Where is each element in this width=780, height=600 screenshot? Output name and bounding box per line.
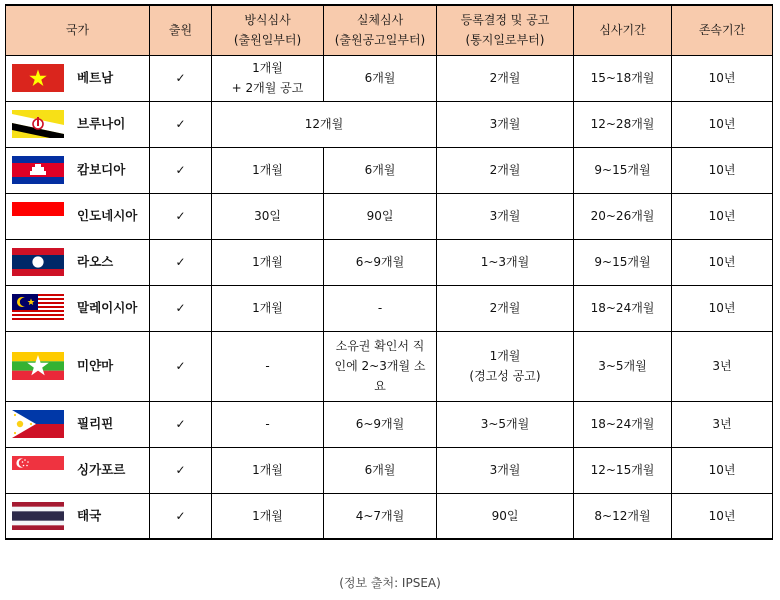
country-name: 브루나이 bbox=[77, 116, 126, 131]
substantive-exam-cell: - bbox=[324, 285, 437, 331]
country-name: 태국 bbox=[77, 507, 102, 523]
duration-cell: 3년 bbox=[672, 401, 773, 447]
exam-period-cell: 9~15개월 bbox=[574, 147, 672, 193]
header-duration: 존속기간 bbox=[672, 5, 773, 55]
thailand-flag-icon bbox=[12, 502, 64, 530]
table-row bbox=[6, 493, 773, 539]
formal-exam-line: 1개월 bbox=[252, 61, 283, 75]
substantive-exam-cell: 6~9개월 bbox=[324, 401, 437, 447]
country-cell bbox=[6, 331, 150, 401]
duration-cell: 10년 bbox=[672, 55, 773, 101]
indonesia-flag-icon bbox=[12, 202, 64, 230]
country-cell bbox=[6, 493, 150, 539]
filing-cell: ✓ bbox=[150, 55, 212, 101]
header-row bbox=[6, 5, 773, 55]
malaysia-flag-icon bbox=[12, 294, 64, 322]
table-row bbox=[6, 331, 773, 401]
header-formal-exam-line-1: 방식심사 bbox=[244, 13, 291, 28]
filing-cell: ✓ bbox=[150, 239, 212, 285]
formal-exam-cell: 1개월 bbox=[212, 239, 324, 285]
header-registration bbox=[437, 5, 574, 55]
duration-cell: 10년 bbox=[672, 239, 773, 285]
registration-line: (경고성 공고) bbox=[469, 369, 541, 383]
singapore-flag-icon bbox=[12, 456, 64, 484]
myanmar-flag-icon bbox=[12, 352, 64, 380]
brunei-flag-icon bbox=[12, 110, 64, 138]
registration-cell: 2개월 bbox=[437, 55, 574, 101]
philippines-flag-icon bbox=[12, 410, 64, 438]
country-name: 필리핀 bbox=[77, 416, 114, 431]
header-registration-line-1: 등록결정 및 공고 bbox=[460, 13, 550, 28]
table-row bbox=[6, 147, 773, 193]
duration-cell: 10년 bbox=[672, 493, 773, 539]
country-name: 싱가포르 bbox=[77, 462, 126, 477]
country-cell bbox=[6, 447, 150, 493]
country-name: 미얀마 bbox=[77, 358, 114, 373]
substantive-exam-line: 소유권 확인서 직 bbox=[335, 339, 425, 353]
country-name: 말레이시아 bbox=[77, 300, 138, 315]
table-row bbox=[6, 55, 773, 101]
substantive-exam-line: 인에 2~3개월 소 bbox=[334, 359, 426, 373]
registration-cell: 2개월 bbox=[437, 147, 574, 193]
header-filing: 출원 bbox=[150, 5, 212, 55]
exam-period-cell: 15~18개월 bbox=[574, 55, 672, 101]
substantive-exam-cell: 90일 bbox=[324, 193, 437, 239]
formal-exam-cell bbox=[212, 55, 324, 101]
header-formal-exam-line-2: (출원일부터) bbox=[233, 33, 302, 48]
table-row bbox=[6, 193, 773, 239]
country-cell bbox=[6, 55, 150, 101]
formal-exam-cell: 1개월 bbox=[212, 447, 324, 493]
table-row bbox=[6, 285, 773, 331]
registration-cell: 3개월 bbox=[437, 101, 574, 147]
table-row bbox=[6, 401, 773, 447]
formal-exam-cell: 1개월 bbox=[212, 147, 324, 193]
country-cell bbox=[6, 193, 150, 239]
filing-cell: ✓ bbox=[150, 285, 212, 331]
laos-flag-icon bbox=[12, 248, 64, 276]
duration-cell: 10년 bbox=[672, 285, 773, 331]
duration-cell: 10년 bbox=[672, 101, 773, 147]
country-name: 베트남 bbox=[77, 70, 114, 85]
header-substantive-exam-line-1: 실체심사 bbox=[356, 13, 404, 28]
filing-cell: ✓ bbox=[150, 193, 212, 239]
formal-exam-cell: 1개월 bbox=[212, 493, 324, 539]
filing-cell: ✓ bbox=[150, 101, 212, 147]
formal-substantive-merged-cell: 12개월 bbox=[212, 101, 437, 147]
header-registration-line-2: (통지일로부터) bbox=[465, 33, 545, 48]
formal-exam-line: + 2개월 공고 bbox=[231, 81, 304, 95]
header-substantive-exam-line-2: (출원공고일부터) bbox=[334, 33, 426, 48]
substantive-exam-line: 요 bbox=[374, 379, 386, 393]
header-formal-exam bbox=[212, 5, 324, 55]
registration-cell bbox=[437, 331, 574, 401]
filing-cell: ✓ bbox=[150, 331, 212, 401]
registration-cell: 90일 bbox=[437, 493, 574, 539]
substantive-exam-cell: 4~7개월 bbox=[324, 493, 437, 539]
exam-period-cell: 9~15개월 bbox=[574, 239, 672, 285]
header-exam-period: 심사기간 bbox=[574, 5, 672, 55]
substantive-exam-cell: 6개월 bbox=[324, 447, 437, 493]
cambodia-flag-icon bbox=[12, 156, 64, 184]
country-name: 라오스 bbox=[77, 254, 114, 269]
filing-cell: ✓ bbox=[150, 401, 212, 447]
formal-exam-cell: - bbox=[212, 401, 324, 447]
country-cell bbox=[6, 147, 150, 193]
exam-period-cell: 18~24개월 bbox=[574, 285, 672, 331]
filing-cell: ✓ bbox=[150, 147, 212, 193]
registration-cell: 3~5개월 bbox=[437, 401, 574, 447]
exam-period-cell: 12~28개월 bbox=[574, 101, 672, 147]
substantive-exam-cell bbox=[324, 331, 437, 401]
exam-period-cell: 3~5개월 bbox=[574, 331, 672, 401]
trademark-comparison-table bbox=[5, 4, 773, 540]
vietnam-flag-icon bbox=[12, 64, 64, 92]
filing-cell: ✓ bbox=[150, 447, 212, 493]
table-row bbox=[6, 447, 773, 493]
exam-period-cell: 12~15개월 bbox=[574, 447, 672, 493]
country-cell bbox=[6, 285, 150, 331]
substantive-exam-cell: 6개월 bbox=[324, 55, 437, 101]
country-cell bbox=[6, 101, 150, 147]
table-wrapper bbox=[5, 4, 773, 540]
exam-period-cell: 20~26개월 bbox=[574, 193, 672, 239]
table-row bbox=[6, 239, 773, 285]
formal-exam-cell: - bbox=[212, 331, 324, 401]
exam-period-cell: 8~12개월 bbox=[574, 493, 672, 539]
source-note: (정보 출처: IPSEA) bbox=[339, 576, 441, 590]
substantive-exam-cell: 6~9개월 bbox=[324, 239, 437, 285]
table-row bbox=[6, 101, 773, 147]
table-body bbox=[6, 55, 773, 539]
substantive-exam-cell: 6개월 bbox=[324, 147, 437, 193]
registration-cell: 1~3개월 bbox=[437, 239, 574, 285]
duration-cell: 3년 bbox=[672, 331, 773, 401]
country-cell bbox=[6, 401, 150, 447]
formal-exam-cell: 30일 bbox=[212, 193, 324, 239]
exam-period-cell: 18~24개월 bbox=[574, 401, 672, 447]
registration-cell: 3개월 bbox=[437, 193, 574, 239]
country-name: 인도네시아 bbox=[77, 208, 138, 223]
duration-cell: 10년 bbox=[672, 193, 773, 239]
formal-exam-cell: 1개월 bbox=[212, 285, 324, 331]
registration-cell: 3개월 bbox=[437, 447, 574, 493]
duration-cell: 10년 bbox=[672, 447, 773, 493]
duration-cell: 10년 bbox=[672, 147, 773, 193]
country-name: 캄보디아 bbox=[77, 162, 126, 177]
registration-cell: 2개월 bbox=[437, 285, 574, 331]
country-cell bbox=[6, 239, 150, 285]
header-substantive-exam bbox=[324, 5, 437, 55]
filing-cell: ✓ bbox=[150, 493, 212, 539]
registration-line: 1개월 bbox=[489, 349, 521, 363]
header-country: 국가 bbox=[6, 5, 150, 55]
